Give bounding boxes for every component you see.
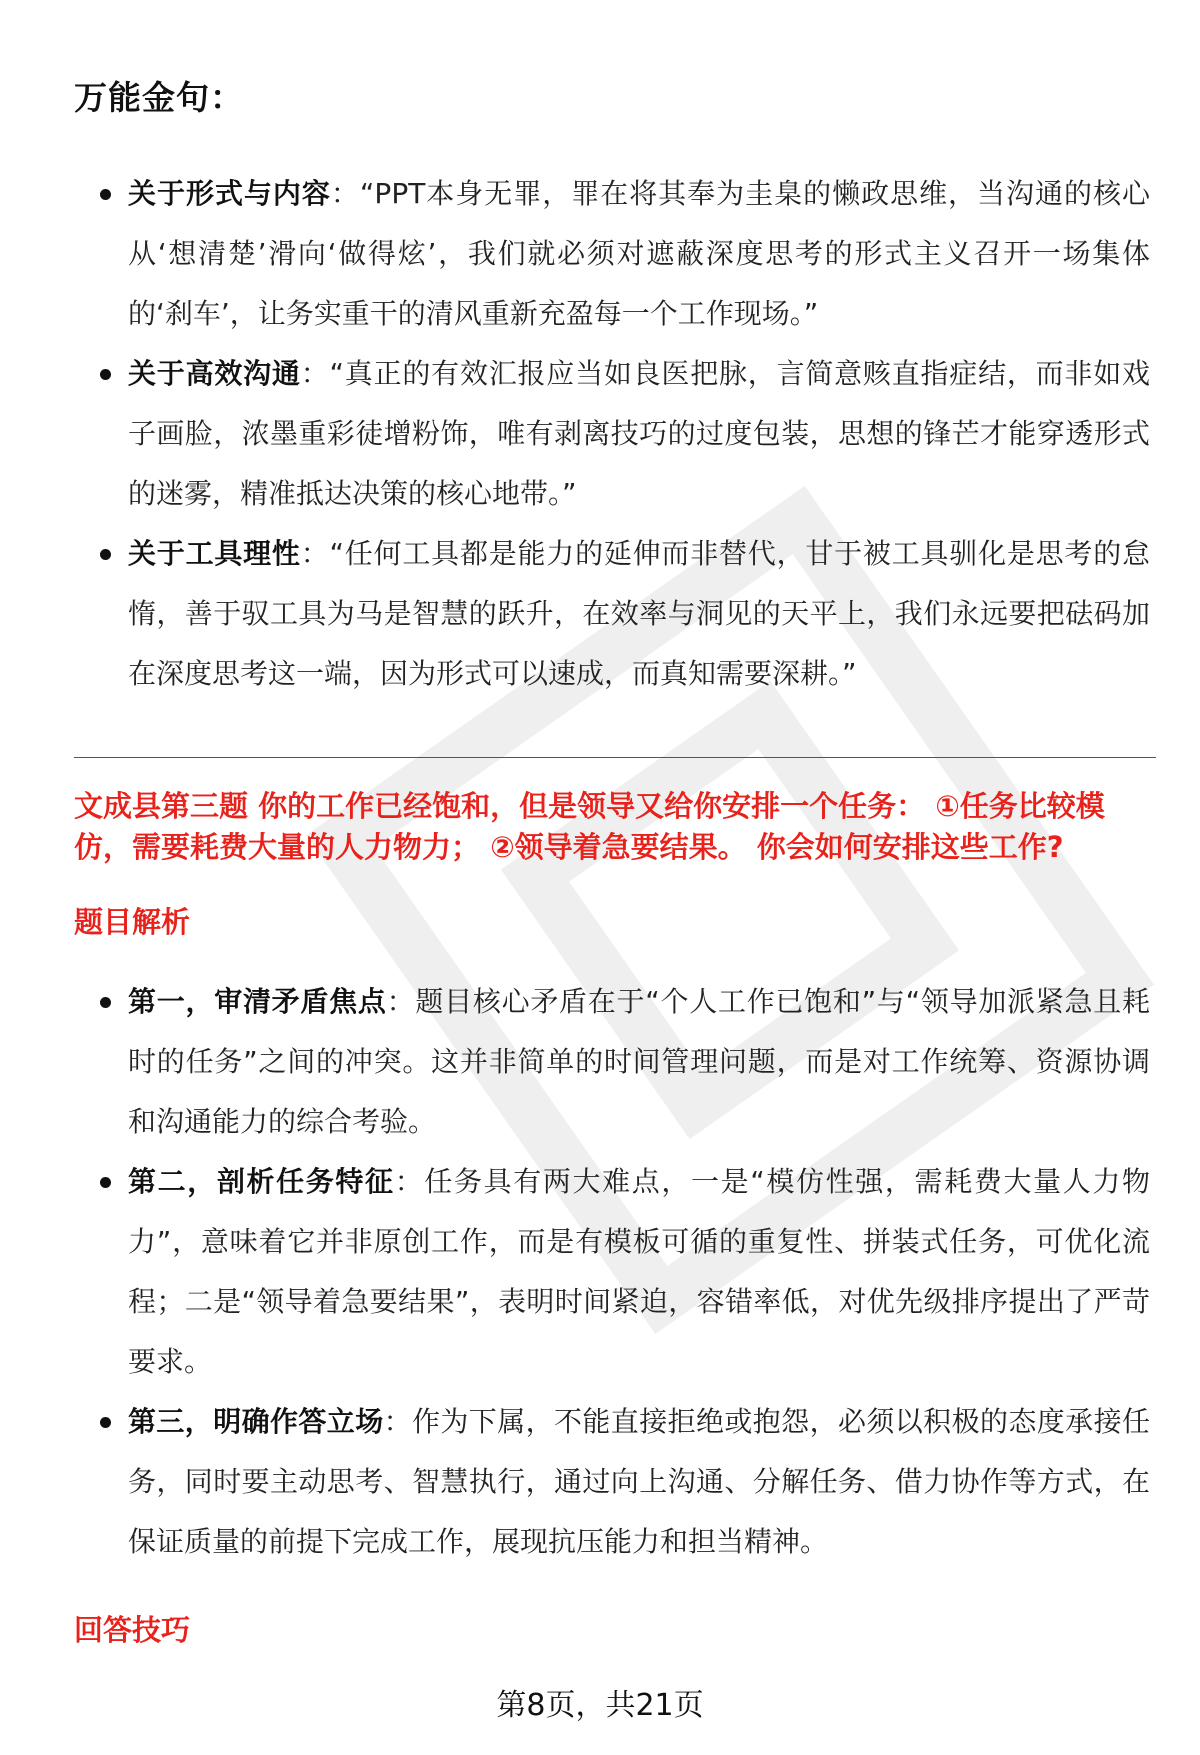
item-term: 关于工具理性 [128, 537, 301, 570]
tips-heading: 回答技巧 [74, 1613, 191, 1647]
item-term: 第三，明确作答立场 [128, 1405, 384, 1438]
item-sep: ： [383, 1405, 412, 1438]
list-item [74, 164, 1150, 344]
item-sep: ： [300, 357, 330, 390]
item-text: “真正的有效汇报应当如良医把脉，言简意赅直指症结，而非如戏子画脸，浓墨重彩徒增粉饰，唯有剥离技巧的过度包装，思想的锋芒才能穿透形式的迷雾，精准抵达决策的核心地带。” [128, 357, 1150, 510]
bullet-dot-icon [100, 549, 111, 560]
question-title: 文成县第三题 你的工作已经饱和，但是领导又给你安排一个任务： ①任务比较模仿，需要耗费大量的人力物力； ②领导着急要结果。 你会如何安排这些工作? [74, 789, 1105, 864]
list-item [74, 344, 1150, 524]
item-sep: ： [300, 537, 330, 570]
item-sep: ： [386, 985, 416, 1018]
item-sep: ： [394, 1165, 425, 1198]
item-text: “任何工具都是能力的延伸而非替代，甘于被工具驯化是思考的怠惰，善于驭工具为马是智慧的跃升，在效率与洞见的天平上，我们永远要把砝码加在深度思考这一端，因为形式可以速成，而真知需要深耕。” [128, 537, 1150, 690]
item-text: 任务具有两大难点，一是“模仿性强，需耗费大量人力物力”，意味着它并非原创工作，而是有模板可循的重复性、拼装式任务，可优化流程；二是“领导着急要结果”，表明时间紧迫，容错率低，对优先级排序提出了严苛要求。 [128, 1165, 1150, 1378]
item-term: 第二，剖析任务特征 [128, 1165, 395, 1198]
list-item [74, 1152, 1150, 1392]
bullet-dot-icon [100, 1417, 111, 1428]
item-term: 关于高效沟通 [128, 357, 301, 390]
list-item [74, 524, 1150, 704]
item-text: 题目核心矛盾在于“个人工作已饱和”与“领导加派紧急且耗时的任务”之间的冲突。这并非简单的时间管理问题，而是对工作统筹、资源协调和沟通能力的综合考验。 [128, 985, 1150, 1138]
list-item [74, 1392, 1150, 1572]
bullet-dot-icon [100, 369, 111, 380]
bullet-dot-icon [100, 997, 111, 1008]
bullet-dot-icon [100, 1177, 111, 1188]
item-sep: ： [330, 177, 360, 210]
section-divider [74, 757, 1156, 758]
analysis-heading: 题目解析 [74, 905, 191, 939]
item-term: 第一，审清矛盾焦点 [128, 985, 387, 1018]
section-heading: 万能金句： [74, 78, 244, 117]
list-item [74, 972, 1150, 1152]
item-text: “PPT本身无罪，罪在将其奉为圭臬的懒政思维，当沟通的核心从‘想清楚’滑向‘做得炫’，我们就必须对遮蔽深度思考的形式主义召开一场集体的‘刹车’，让务实重干的清风重新充盈每一个工作现场。” [128, 177, 1150, 330]
page-number: 第8页，共21页 [496, 1688, 704, 1723]
item-text: 作为下属，不能直接拒绝或抱怨，必须以积极的态度承接任务，同时要主动思考、智慧执行，通过向上沟通、分解任务、借力协作等方式，在保证质量的前提下完成工作，展现抗压能力和担当精神。 [128, 1405, 1150, 1558]
item-term: 关于形式与内容 [128, 177, 331, 210]
analysis-list [74, 972, 1150, 1572]
bullet-dot-icon [100, 189, 111, 200]
quotes-list [74, 164, 1150, 704]
